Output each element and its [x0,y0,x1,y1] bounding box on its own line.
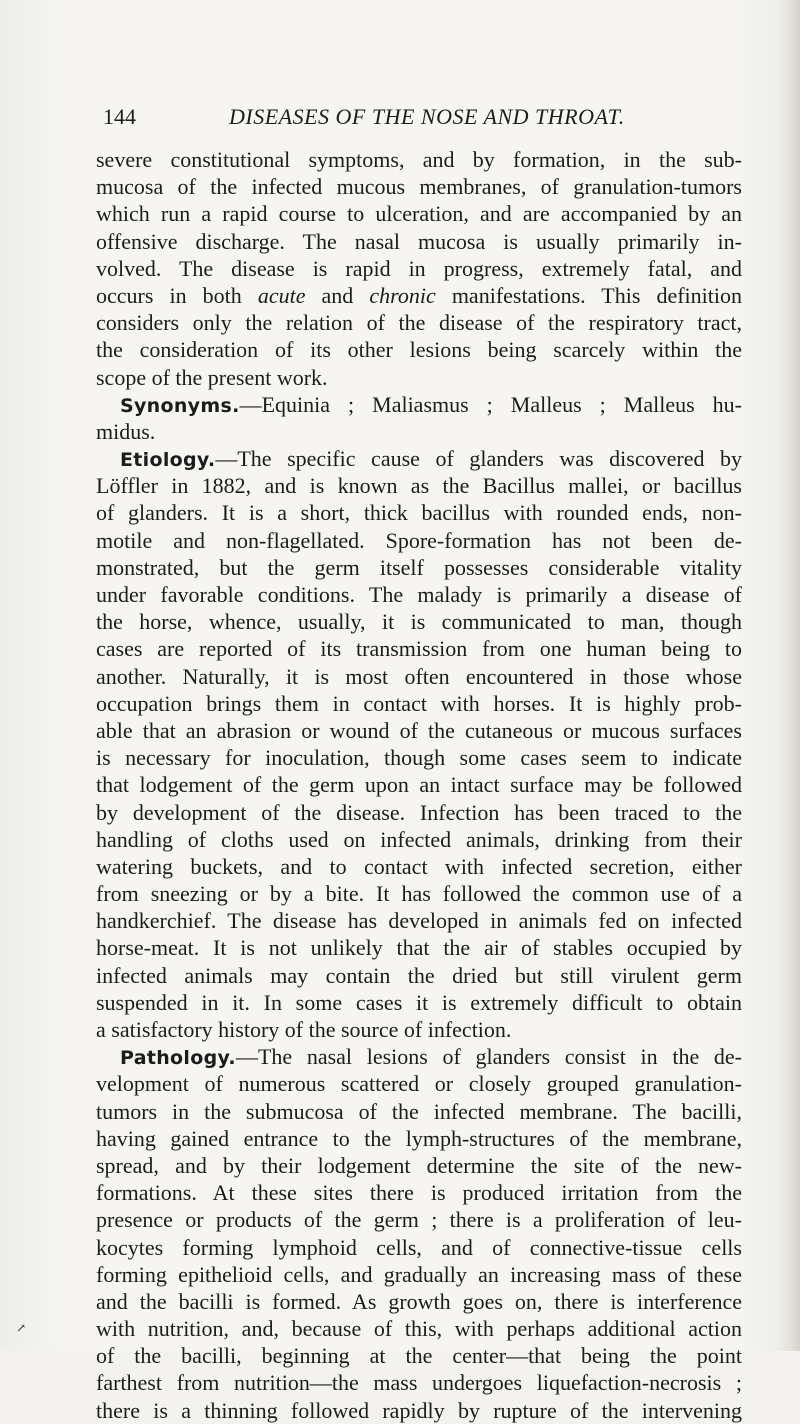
text-line: severe constitutional symptoms, and by formation, in the sub- [96,147,742,172]
text-line: horse-meat. It is not unlikely that the air of stables occupied by [96,935,742,961]
text-line: that lodgement of the germ upon an intact surface may be followed [96,772,742,798]
text-line [96,391,742,418]
text-line: Löffler in 1882, and is known as the Bacillus mallei, or bacillus [96,473,742,499]
paragraph-pathology [96,1043,742,1424]
text-line: offensive discharge. The nasal mucosa is usually primarily in- [96,228,742,254]
italic-term-chronic: chronic [369,282,436,308]
text-line: motile and non-flagellated. Spore-formation has not been de- [96,527,742,553]
text-line: velopment of numerous scattered or closely grouped granulation- [96,1071,742,1097]
text-line: with nutrition, and, because of this, with perhaps additional action [96,1316,742,1342]
text-line: there is a thinning followed rapidly by rupture of the intervening [96,1397,742,1423]
text-line: and the bacilli is formed. As growth goes on, there is interference [96,1288,742,1314]
text-line: a satisfactory history of the source of infection. [96,1017,512,1042]
text-line: farthest from nutrition—the mass undergoes liquefaction-necrosis ; [96,1370,742,1396]
text-fragment: —The specific cause of glanders was discovered by [215,446,742,472]
text-line: cases are reported of its transmission from one human being to [96,636,742,662]
text-line: the horse, whence, usually, it is communicated to man, though [96,609,742,635]
text-line [96,1043,742,1070]
text-line: watering buckets, and to contact with infected secretion, either [96,853,742,879]
text-line [96,445,742,472]
text-line: another. Naturally, it is most often encountered in those whose [96,663,742,689]
text-line: handling of cloths used on infected animals, drinking from their [96,826,742,852]
text-line: of the bacilli, beginning at the center—that being the point [96,1343,742,1369]
page-body [96,146,742,1424]
text-line: considers only the relation of the disease of the respiratory tract, [96,310,742,336]
paragraph-etiology [96,445,742,1043]
text-line: midus. [96,418,156,444]
section-heading-etiology: Etiology. [120,449,216,472]
text-line [96,282,742,309]
text-line: from sneezing or by a bite. It has followed the common use of a [96,881,742,907]
text-line: kocytes forming lymphoid cells, and of connective-tissue cells [96,1234,742,1260]
text-line: which run a rapid course to ulceration, and are accompanied by an [96,201,742,227]
text-fragment: manifestations. This definition [435,282,743,308]
section-heading-pathology: Pathology. [120,1047,236,1070]
section-heading-synonyms: Synonyms. [120,394,240,417]
text-fragment: —Equinia ; Maliasmus ; Malleus ; Malleus hu- [239,391,742,417]
italic-term-acute: acute [257,282,306,308]
text-fragment: —The nasal lesions of glanders consist in the de- [235,1044,742,1070]
text-line: by development of the disease. Infection has been traced to the [96,799,742,825]
text-line: suspended in it. In some cases it is extremely difficult to obtain [96,989,742,1015]
text-line: handkerchief. The disease has developed in animals fed on infected [96,908,742,934]
paragraph-intro [96,146,742,391]
text-line: the consideration of its other lesions being scarcely within the [96,337,742,363]
text-line: under favorable conditions. The malady is primarily a disease of [96,582,742,607]
text-line: volved. The disease is rapid in progress, extremely fatal, and [96,255,742,281]
text-line: forming epithelioid cells, and gradually an increasing mass of these [96,1261,742,1287]
text-line: formations. At these sites there is produced irritation from the [96,1180,742,1206]
text-line: able that an abrasion or wound of the cutaneous or mucous surfaces [96,717,742,743]
paragraph-synonyms [96,391,742,445]
page-edge-shadow [778,0,800,1351]
text-line: mucosa of the infected mucous membranes, of granulation-tumors [96,174,742,200]
text-fragment: occurs in both [96,282,258,308]
text-line: is necessary for inoculation, though some cases seem to indicate [96,745,742,771]
text-line: monstrated, but the germ itself possesses considerable vitality [96,554,742,580]
text-line: presence or products of the germ ; there is a proliferation of leu- [96,1207,742,1233]
text-fragment: and [305,282,370,308]
text-line: of glanders. It is a short, thick bacillus with rounded ends, non- [96,500,742,526]
text-line: occupation brings them in contact with horses. It is highly prob- [96,690,742,716]
page-header [103,100,723,134]
text-line: scope of the present work. [96,364,328,390]
running-title: DISEASES OF THE NOSE AND THROAT. [229,104,625,129]
text-line: tumors in the submucosa of the infected membrane. The bacilli, [96,1098,742,1124]
text-line: having gained entrance to the lymph-structures of the membrane, [96,1125,742,1151]
page-number: 144 [103,104,136,129]
corner-mark: ↗ [16,1321,27,1335]
text-line: infected animals may contain the dried but still virulent germ [96,962,742,988]
text-line: spread, and by their lodgement determine the site of the new- [96,1152,742,1178]
